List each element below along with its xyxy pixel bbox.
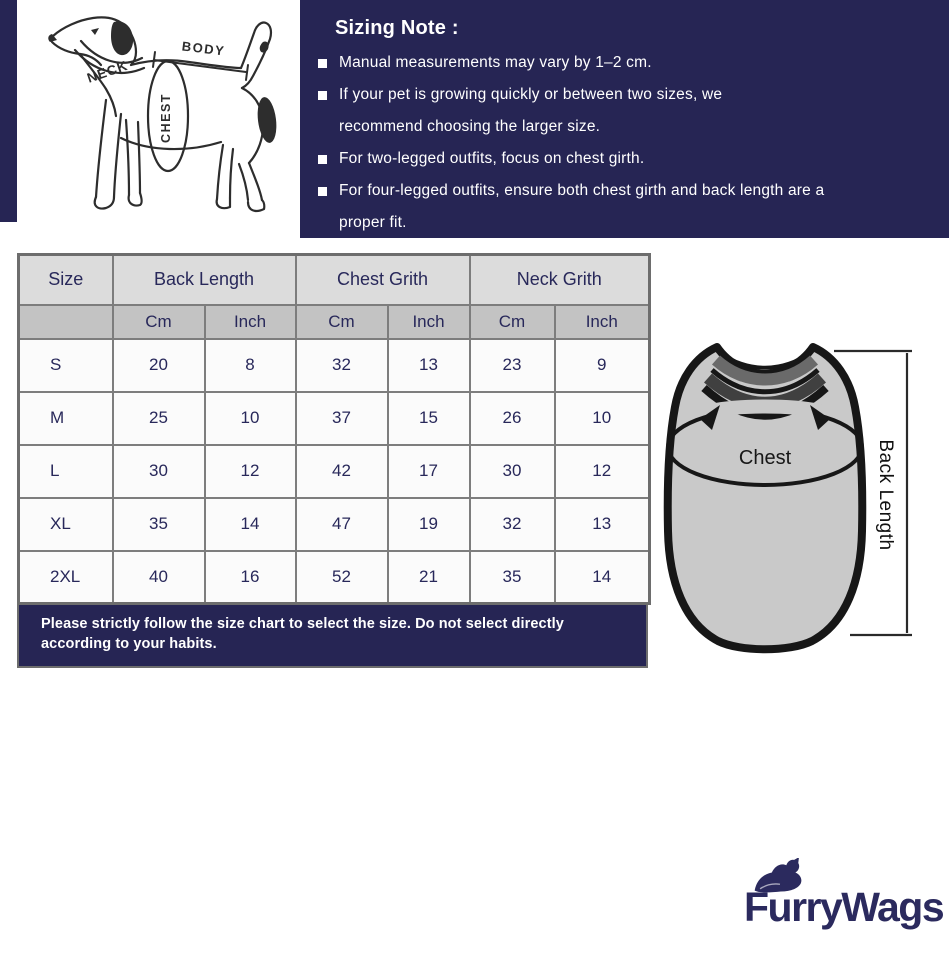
header-neck-girth: Neck Grith <box>470 255 650 305</box>
subheader-cm: Cm <box>296 305 388 339</box>
size-table <box>17 253 651 605</box>
note-text: For four-legged outfits, ensure both chest girth and back length are a <box>339 182 825 199</box>
left-accent-bar <box>0 0 17 222</box>
dog-tail-spot <box>260 41 269 52</box>
cell-value: 23 <box>470 339 555 392</box>
garment-chest-label: Chest <box>738 447 792 469</box>
cell-value: 16 <box>205 551 296 604</box>
cell-value: 42 <box>296 445 388 498</box>
brand-logo-text: FurryWags <box>744 884 944 930</box>
cell-value: 12 <box>555 445 650 498</box>
subheader-cm: Cm <box>113 305 205 339</box>
header-back-length: Back Length <box>113 255 296 305</box>
cell-value: 13 <box>388 339 470 392</box>
bullet-square-icon <box>318 187 327 196</box>
table-row-2xl <box>19 551 650 604</box>
dog-eye <box>91 28 99 35</box>
cell-value: 30 <box>113 445 205 498</box>
size-table-block <box>17 253 648 668</box>
header-chest-girth: Chest Grith <box>296 255 470 305</box>
cell-size: L <box>19 445 113 498</box>
dog-ear <box>111 21 133 55</box>
dog-neck-label: NECK <box>85 57 130 86</box>
dog-measurement-diagram <box>17 0 305 230</box>
bullet-square-icon <box>318 91 327 100</box>
note-text: proper fit. <box>339 214 407 231</box>
note-bullet <box>318 79 925 143</box>
dog-chest-label: CHEST <box>159 93 173 143</box>
cell-value: 37 <box>296 392 388 445</box>
cell-value: 8 <box>205 339 296 392</box>
cell-value: 10 <box>555 392 650 445</box>
note-bullet <box>318 175 925 239</box>
subheader-cm: Cm <box>470 305 555 339</box>
subheader-inch: Inch <box>555 305 650 339</box>
sizing-note-title: Sizing Note : <box>335 17 459 39</box>
table-row-l <box>19 445 650 498</box>
bullet-square-icon <box>318 155 327 164</box>
cell-value: 19 <box>388 498 470 551</box>
garment-line-art <box>650 335 949 665</box>
subheader-inch: Inch <box>388 305 470 339</box>
table-row-m <box>19 392 650 445</box>
cell-size: M <box>19 392 113 445</box>
sizing-note-panel <box>300 0 949 238</box>
table-row-s <box>19 339 650 392</box>
cell-value: 13 <box>555 498 650 551</box>
cell-value: 30 <box>470 445 555 498</box>
cell-value: 35 <box>113 498 205 551</box>
note-bullet <box>318 47 925 79</box>
dog-line-art <box>17 0 305 230</box>
cell-value: 17 <box>388 445 470 498</box>
cell-value: 26 <box>470 392 555 445</box>
size-chart-footnote: Please strictly follow the size chart to select the size. Do not select directly according to your habits. <box>17 605 648 668</box>
cell-size: XL <box>19 498 113 551</box>
note-bullet <box>318 143 925 175</box>
bullet-square-icon <box>318 59 327 68</box>
note-text: If your pet is growing quickly or between two sizes, we <box>339 86 723 103</box>
cell-value: 14 <box>555 551 650 604</box>
garment-measurement-diagram <box>650 335 949 665</box>
header-size: Size <box>19 255 113 305</box>
cell-value: 9 <box>555 339 650 392</box>
dog-nose <box>48 34 57 42</box>
table-row-xl <box>19 498 650 551</box>
cell-value: 40 <box>113 551 205 604</box>
subheader-empty <box>19 305 113 339</box>
note-text: Manual measurements may vary by 1–2 cm. <box>339 54 652 71</box>
dog-body-label: BODY <box>181 38 227 59</box>
cell-size: 2XL <box>19 551 113 604</box>
cell-value: 15 <box>388 392 470 445</box>
garment-back-length-label: Back Length <box>875 439 896 551</box>
cell-value: 35 <box>470 551 555 604</box>
brand-logo <box>738 856 949 961</box>
note-text: recommend choosing the larger size. <box>339 118 601 135</box>
cell-value: 21 <box>388 551 470 604</box>
cell-value: 20 <box>113 339 205 392</box>
cell-value: 10 <box>205 392 296 445</box>
cell-size: S <box>19 339 113 392</box>
note-text: For two-legged outfits, focus on chest girth. <box>339 150 645 167</box>
cell-value: 12 <box>205 445 296 498</box>
cell-value: 32 <box>470 498 555 551</box>
cell-value: 32 <box>296 339 388 392</box>
subheader-inch: Inch <box>205 305 296 339</box>
cell-value: 52 <box>296 551 388 604</box>
cell-value: 25 <box>113 392 205 445</box>
cell-value: 47 <box>296 498 388 551</box>
cell-value: 14 <box>205 498 296 551</box>
